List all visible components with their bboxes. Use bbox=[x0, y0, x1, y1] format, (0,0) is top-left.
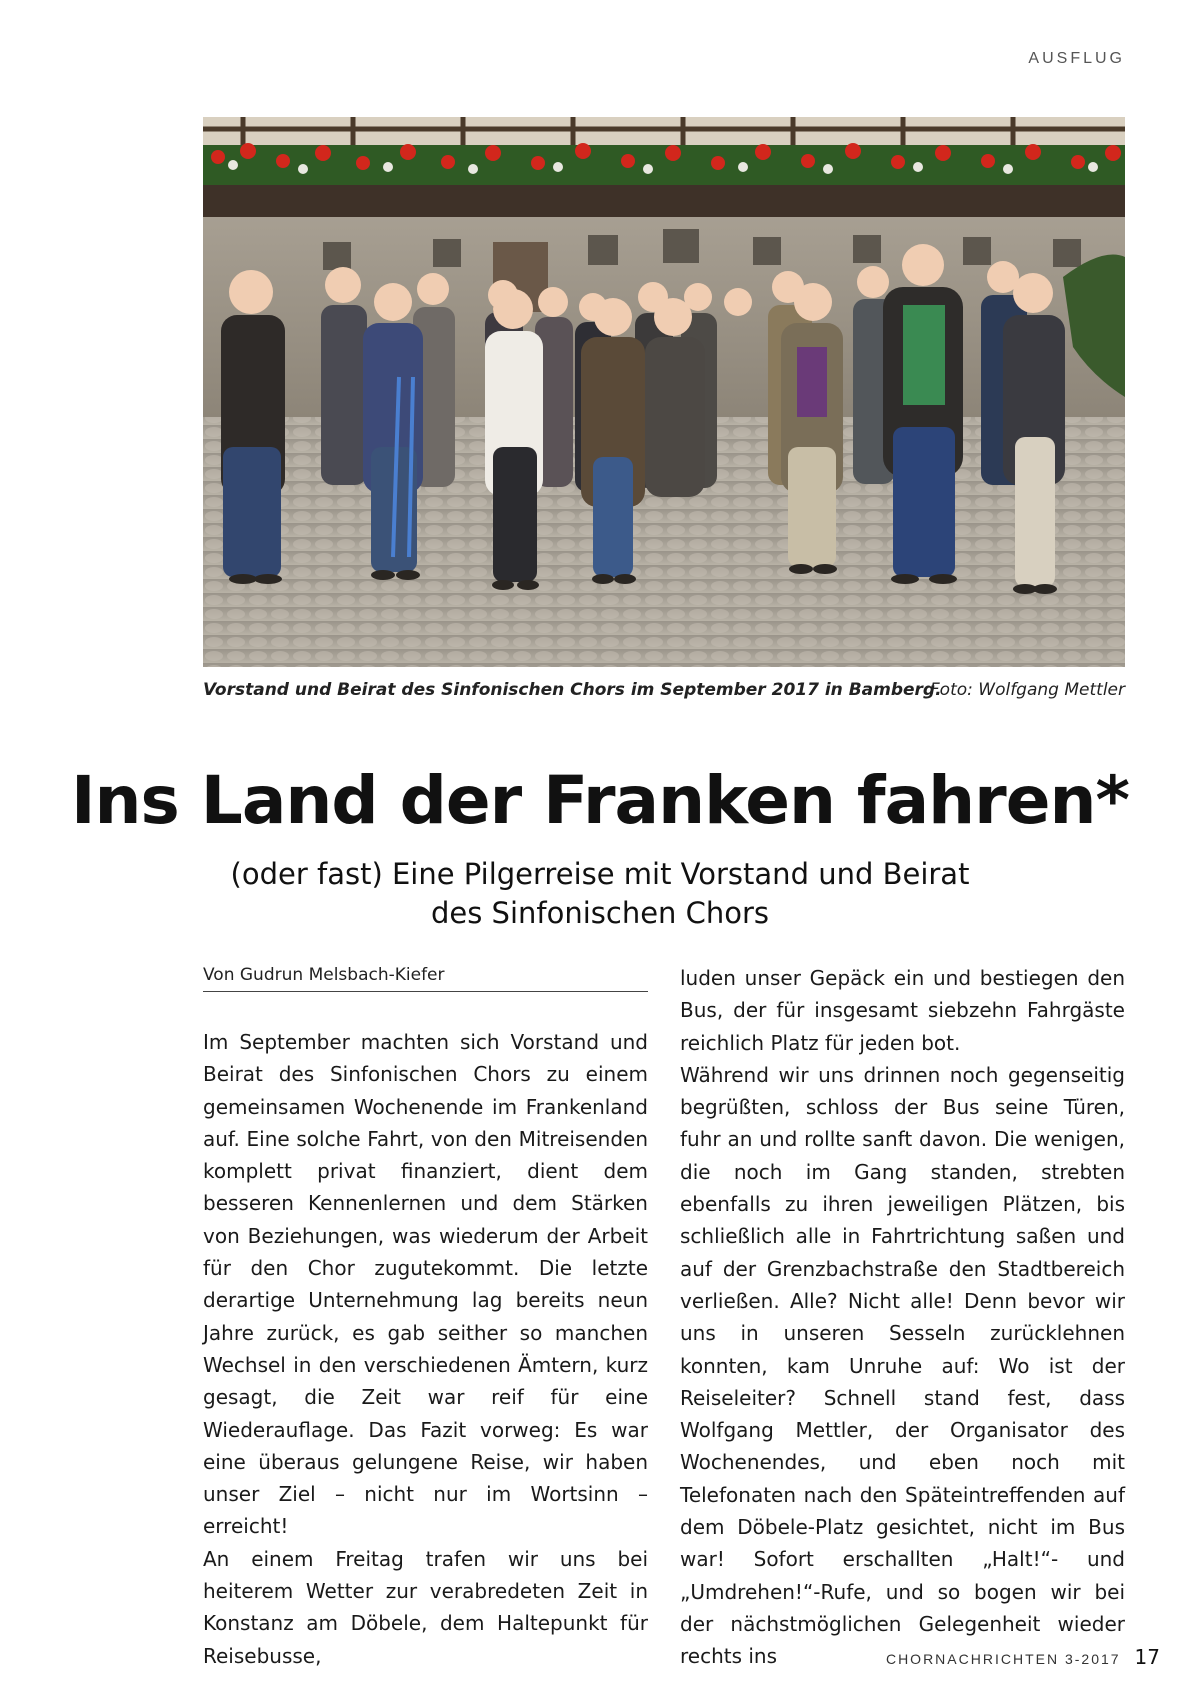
caption-text: Vorstand und Beirat des Sinfonischen Chors im September 2017 in Bamberg. bbox=[203, 680, 942, 700]
article-subtitle bbox=[0, 855, 1200, 933]
subtitle-line-1: (oder fast) Eine Pilgerreise mit Vorstand und Beirat bbox=[230, 857, 970, 891]
photo-caption bbox=[203, 680, 1125, 704]
article-column-right bbox=[680, 962, 1125, 1673]
article-column-left bbox=[203, 1026, 648, 1672]
byline: Von Gudrun Melsbach-Kiefer bbox=[203, 965, 648, 992]
publication-name: CHORNACHRICHTEN 3-2017 bbox=[885, 1651, 1121, 1667]
paragraph: luden unser Gepäck ein und bestiegen den Bus, der für insgesamt siebzehn Fahrgäste reichlich Platz für jeden bot. bbox=[680, 966, 1125, 1055]
paragraph: Während wir uns drinnen noch gegenseitig begrüßten, schloss der Bus seine Türen, fuhr an und rollte sanft davon. Die wenigen, die noch im Gang standen, strebten ebenfalls zu ihren jeweiligen Plätzen, bis schließlich alle in Fahrtrichtung saßen und auf der Grenzbachstraße den Stadtbereich verließen. Alle? Nicht alle! Denn bevor wir uns in unseren Sesseln zurücklehnen konnten, kam Unruhe auf: Wo ist der Reiseleiter? Schnell stand fest, dass Wolfgang Mettler, der Organisator des Wochenendes, und eben noch mit Telefonaten nach den Späteintreffenden auf dem Döbele-Platz gesichtet, nicht im Bus war! Sofort erschallten „Halt!“- und „Umdrehen!“-Rufe, und so bogen wir bei der nächstmöglichen Gelegenheit wieder rechts ins bbox=[680, 1062, 1125, 1669]
article-title: Ins Land der Franken fahren* bbox=[71, 762, 1129, 839]
page-footer bbox=[886, 1645, 1160, 1669]
paragraph: Im September machten sich Vorstand und Beirat des Sinfonischen Chors zu einem gemeinsamen Wochenende im Frankenland auf. Eine solche Fahrt, von den Mitreisenden komplett privat finanziert, dient dem besseren Kennenlernen und dem Stärken von Beziehungen, was wiederum der Arbeit für den Chor zugutekommt. Die letzte derartige Unternehmung lag bereits neun Jahre zurück, es gab seither so manchen Wechsel in den verschiedenen Ämtern, kurz gesagt, die Zeit war reif für eine Wiederauflage. Das Fazit vorweg: Es war eine überaus gelungene Reise, wir haben unser Ziel – nicht nur im Wortsinn – erreicht! bbox=[203, 1030, 648, 1539]
subtitle-line-2: des Sinfonischen Chors bbox=[430, 896, 770, 930]
page-number: 17 bbox=[1134, 1645, 1160, 1669]
section-label: AUSFLUG bbox=[1028, 50, 1125, 67]
photo-credit: Foto: Wolfgang Mettler bbox=[929, 680, 1125, 700]
paragraph: An einem Freitag trafen wir uns bei heiterem Wetter zur verabredeten Zeit in Konstanz am Döbele, dem Haltepunkt für Reisebusse, bbox=[203, 1546, 648, 1668]
group-photo bbox=[203, 117, 1125, 667]
